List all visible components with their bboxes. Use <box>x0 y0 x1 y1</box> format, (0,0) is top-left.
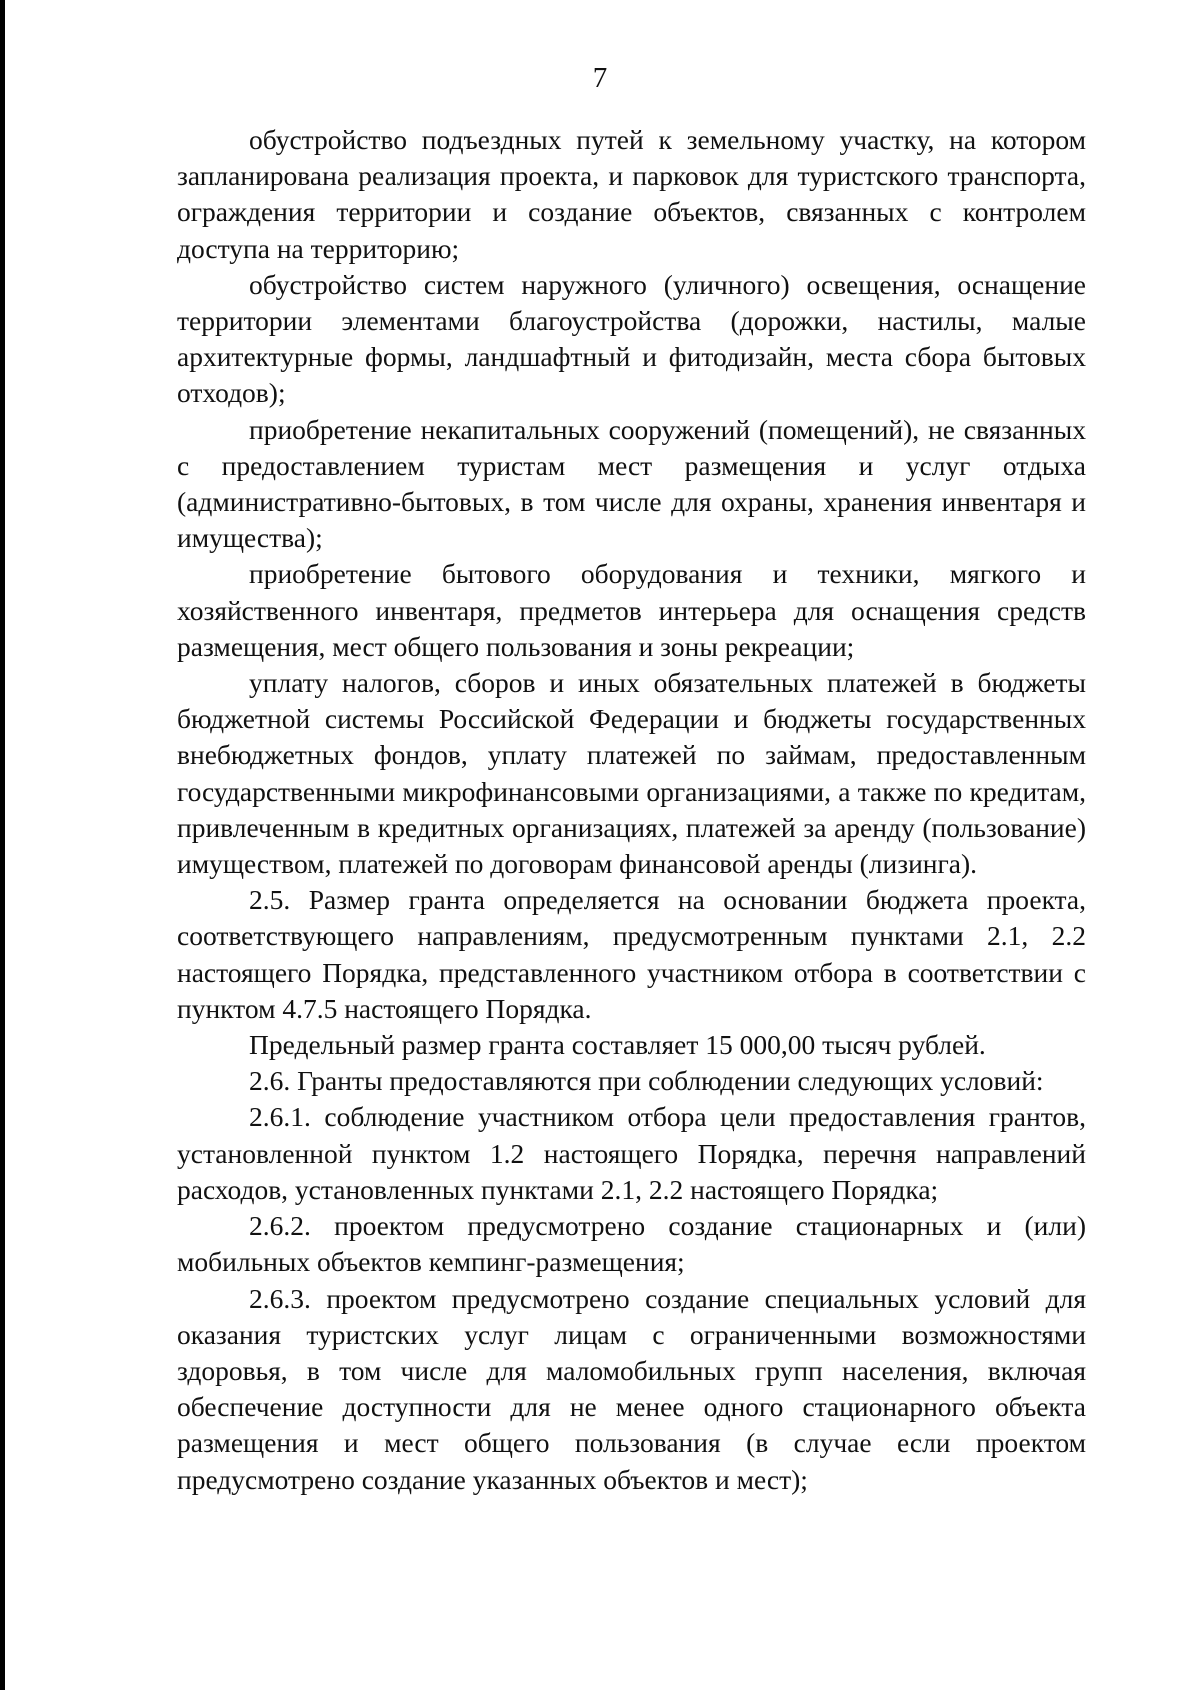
document-body <box>177 122 1086 1498</box>
paragraph: 2.6. Гранты предоставляются при соблюдении следующих условий: <box>249 1065 1044 1097</box>
paragraph: приобретение бытового оборудования и техники, мягкого и хозяйственного инвентаря, предметов интерьера для оснащения средств размещения, мест общего пользования и зоны рекреации; <box>177 558 1086 662</box>
page-number: 7 <box>592 62 608 94</box>
paragraph: 2.5. Размер гранта определяется на основании бюджета проекта, соответствующего направлениям, предусмотренным пунктами 2.1, 2.2 настоящего Порядка, представленного участником отбора в соответствии с пунктом 4.7.5 настоящего Порядка. <box>177 884 1086 1024</box>
scan-border <box>0 0 5 1690</box>
paragraph: 2.6.1. соблюдение участником отбора цели предоставления грантов, установленной пунктом 1.2 настоящего Порядка, перечня направлений расходов, установленных пунктами 2.1, 2.2 настоящего Порядка; <box>177 1101 1086 1205</box>
paragraph: обустройство подъездных путей к земельному участку, на котором запланирована реализация проекта, и парковок для туристского транспорта, ограждения территории и создание объектов, связанных с контролем доступа на территорию; <box>177 124 1086 264</box>
paragraph: 2.6.3. проектом предусмотрено создание специальных условий для оказания туристских услуг лицам с ограниченными возможностями здоровья, в том числе для маломобильных групп населения, включая обеспечение доступности для не менее одного стационарного объекта размещения и мест общего пользования (в случае если проектом предусмотрено создание указанных объектов и мест); <box>177 1282 1086 1495</box>
paragraph: обустройство систем наружного (уличного) освещения, оснащение территории элементами благоустройства (дорожки, настилы, малые архитектурные формы, ландшафтный и фитодизайн, места сбора бытовых отходов); <box>177 268 1086 409</box>
paragraph: 2.6.2. проектом предусмотрено создание стационарных и (или) мобильных объектов кемпинг-размещения; <box>177 1210 1086 1278</box>
paragraph: уплату налогов, сборов и иных обязательных платежей в бюджеты бюджетной системы Российской Федерации и бюджеты государственных внебюджетных фондов, уплату платежей по займам, предоставленным государственными микрофинансовыми организациями, а также по кредитам, привлеченным в кредитных организациях, платежей за аренду (пользование) имуществом, платежей по договорам финансовой аренды (лизинга). <box>177 667 1086 880</box>
paragraph: Предельный размер гранта составляет 15 000,00 тысяч рублей. <box>249 1029 986 1061</box>
paragraph: приобретение некапитальных сооружений (помещений), не связанных с предоставлением туристам мест размещения и услуг отдыха (административно-бытовых, в том числе для охраны, хранения инвентаря и имущества); <box>177 413 1086 554</box>
